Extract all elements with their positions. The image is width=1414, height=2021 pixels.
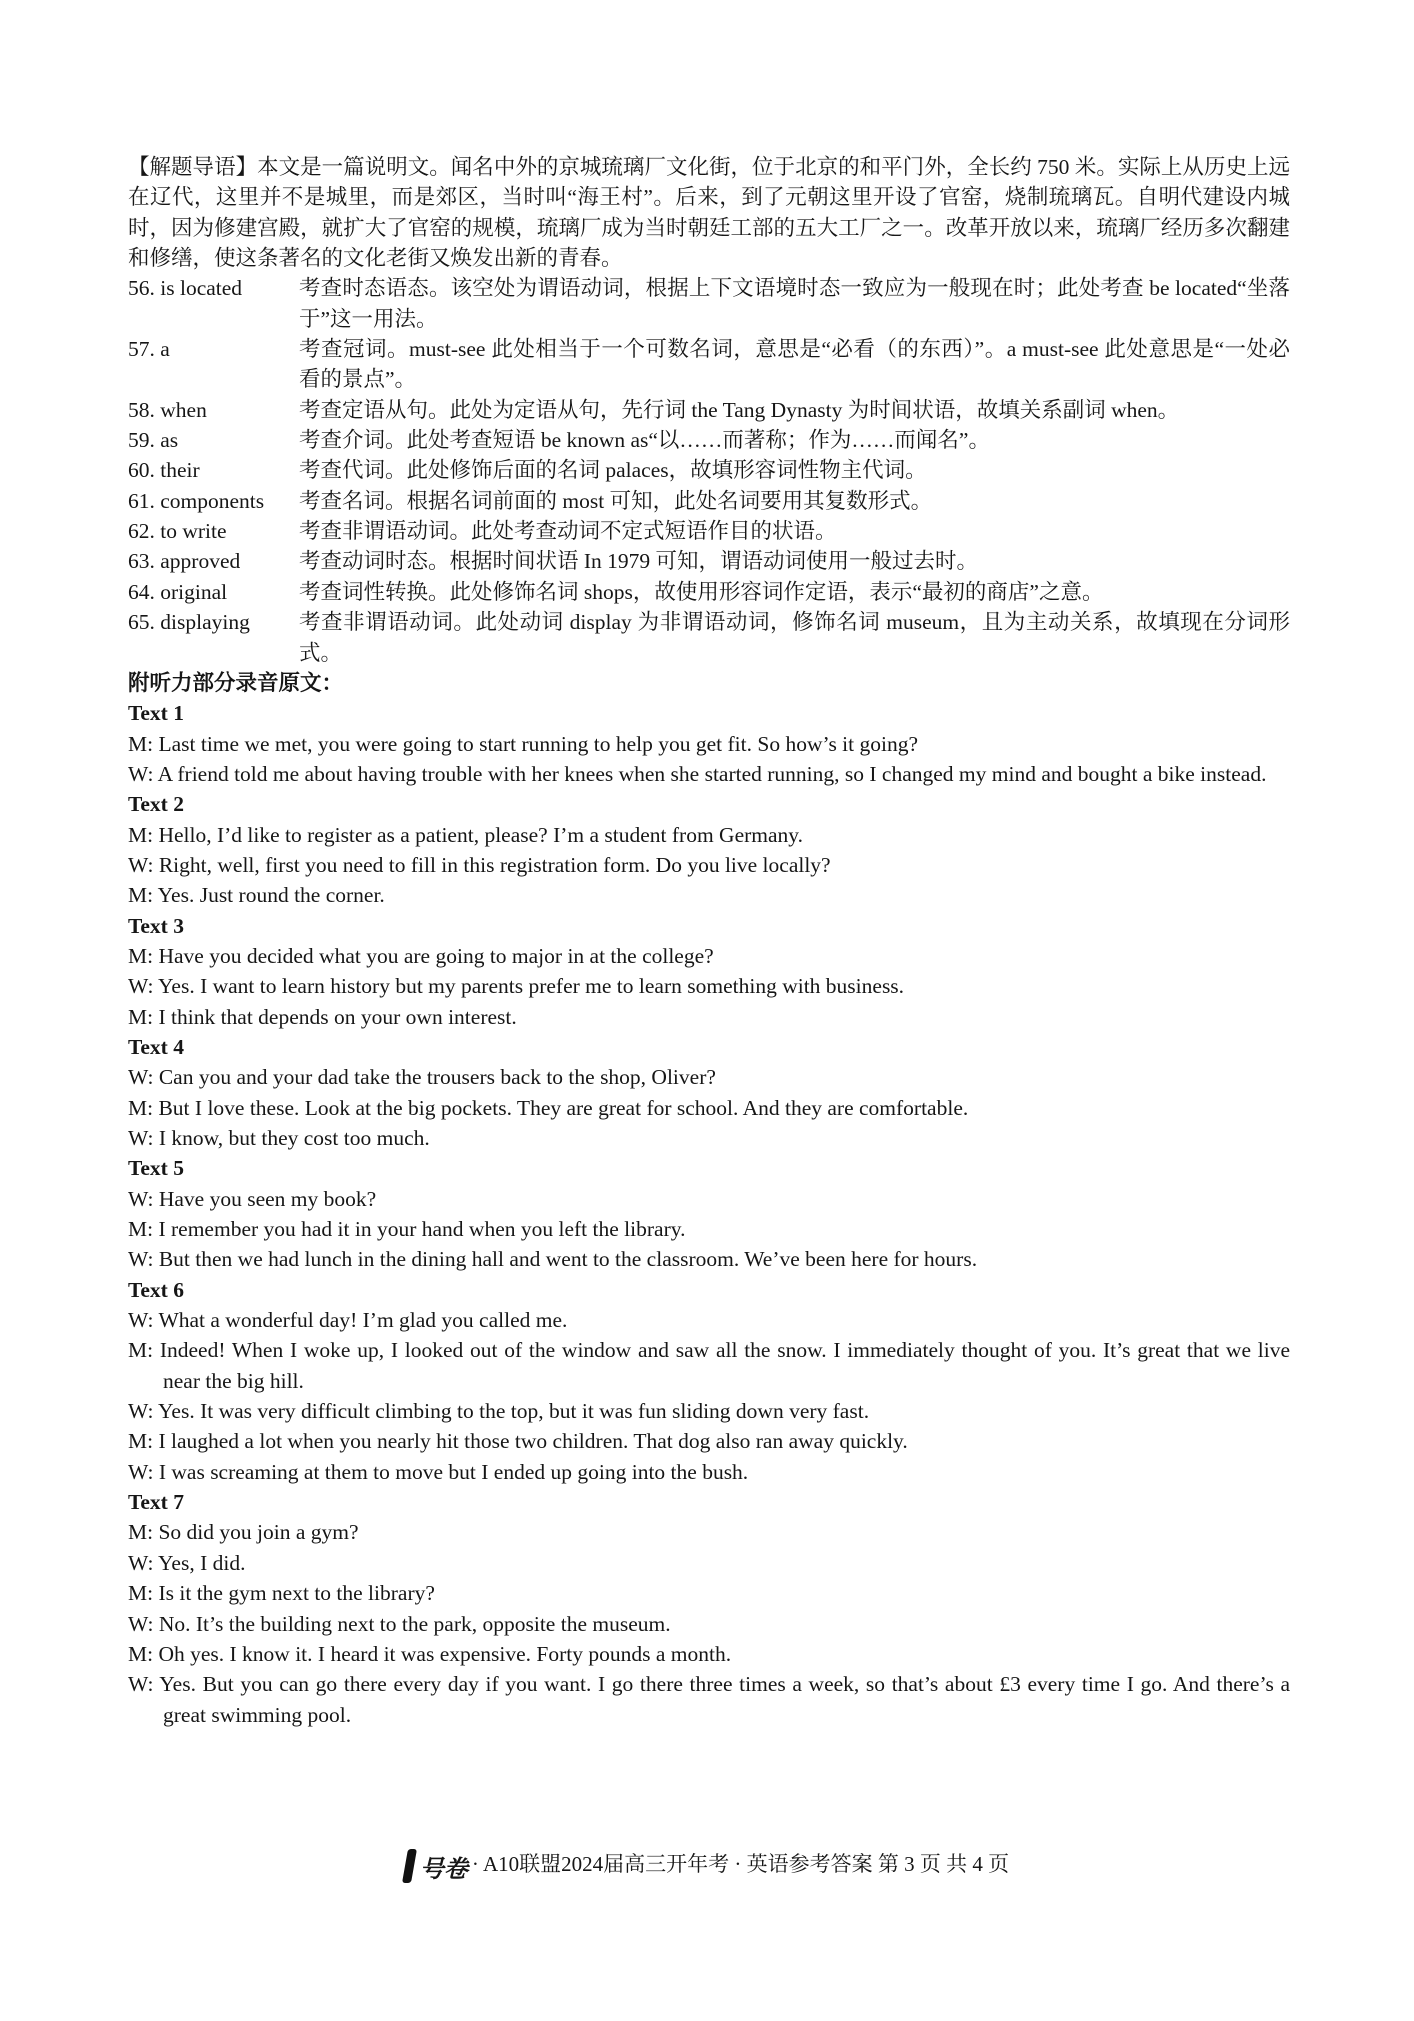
document-body bbox=[128, 152, 1290, 1730]
dialogue-line: M: Last time we met, you were going to start running to help you get fit. So how’s it going? bbox=[128, 731, 919, 756]
dialogue-line: W: Yes. But you can go there every day if you want. I go there three times a week, so that’s about £3 every time I go. And there’s a great swimming pool. bbox=[128, 1672, 1290, 1727]
brand-logo bbox=[405, 1849, 468, 1884]
answer-item bbox=[128, 516, 1290, 546]
answer-item bbox=[128, 607, 1290, 668]
answer-item bbox=[128, 395, 1290, 425]
text-title: Text 3 bbox=[128, 913, 184, 938]
answer-list bbox=[128, 273, 1290, 667]
answer-number: 65. displaying bbox=[128, 610, 250, 635]
answer-item bbox=[128, 577, 1290, 607]
page-footer bbox=[0, 1848, 1414, 1884]
dialogue-line: W: What a wonderful day! I’m glad you called me. bbox=[128, 1308, 568, 1333]
answer-item bbox=[128, 455, 1290, 485]
answer-number: 56. is located bbox=[128, 276, 243, 301]
answer-explanation: 考查时态语态。该空处为谓语动词，根据上下文语境时态一致应为一般现在时；此处考查 be located“坐落于”这一用法。 bbox=[299, 276, 1290, 331]
listening-heading: 附听力部分录音原文： bbox=[128, 670, 344, 695]
dialogue-line: W: But then we had lunch in the dining hall and went to the classroom. We’ve been here for hours. bbox=[128, 1247, 978, 1272]
dialogue-line: M: Indeed! When I woke up, I looked out of the window and saw all the snow. I immediately thought of you. It’s great that we live near the big hill. bbox=[128, 1338, 1290, 1393]
dialogue-line: W: I know, but they cost too much. bbox=[128, 1126, 430, 1150]
intro-paragraph: 【解题导语】本文是一篇说明文。闻名中外的京城琉璃厂文化街，位于北京的和平门外，全长约 750 米。实际上从历史上远在辽代，这里并不是城里，而是郊区，当时叫“海王村”。后来，到了元朝这里开设了官窑，烧制琉璃瓦。自明代建设内城时，因为修建宫殿，就扩大了官窑的规模，琉璃厂成为当时朝廷工部的五大工厂之一。改革开放以来，琉璃厂经历多次翻建和修缮，使这条著名的文化老街又焕发出新的青春。 bbox=[128, 155, 1290, 271]
answer-item bbox=[128, 425, 1290, 455]
answer-number: 64. original bbox=[128, 579, 228, 604]
dialogue-line: W: No. It’s the building next to the park, opposite the museum. bbox=[128, 1611, 671, 1636]
answer-number: 57. a bbox=[128, 337, 170, 362]
text-title: Text 4 bbox=[128, 1034, 184, 1059]
dialogue-line: W: Yes, I did. bbox=[128, 1550, 246, 1575]
dialogue-line: M: I remember you had it in your hand when you left the library. bbox=[128, 1217, 686, 1242]
dialogue-line: M: But I love these. Look at the big pockets. They are great for school. And they are comfortable. bbox=[128, 1095, 969, 1120]
dialogue-line: M: So did you join a gym? bbox=[128, 1520, 359, 1545]
dialogue-line: W: Can you and your dad take the trousers back to the shop, Oliver? bbox=[128, 1065, 716, 1090]
logo-text: 号卷 bbox=[419, 1856, 468, 1883]
answer-number: 58. when bbox=[128, 397, 207, 422]
answer-item bbox=[128, 486, 1290, 516]
answer-explanation: 考查非谓语动词。此处考查动词不定式短语作目的状语。 bbox=[299, 519, 837, 544]
text-title: Text 7 bbox=[128, 1490, 184, 1515]
dialogue-line: W: Have you seen my book? bbox=[128, 1186, 377, 1211]
dialogue-line: W: A friend told me about having trouble with her knees when she started running, so I changed my mind and bought a bike instead. bbox=[128, 761, 1267, 786]
dialogue-line: M: Yes. Just round the corner. bbox=[128, 883, 385, 908]
brush-stroke-icon bbox=[402, 1849, 417, 1883]
answer-item bbox=[128, 334, 1290, 395]
answer-number: 60. their bbox=[128, 458, 200, 483]
dialogue-line: W: Yes. I want to learn history but my parents prefer me to learn something with business. bbox=[128, 974, 905, 999]
answer-number: 62. to write bbox=[128, 519, 227, 544]
dialogue-line: M: I laughed a lot when you nearly hit those two children. That dog also ran away quickly. bbox=[128, 1429, 908, 1454]
answer-item bbox=[128, 273, 1290, 334]
text-title: Text 1 bbox=[128, 701, 184, 726]
answer-item bbox=[128, 546, 1290, 576]
dialogue-line: W: Yes. It was very difficult climbing to the top, but it was fun sliding down very fast. bbox=[128, 1399, 870, 1424]
text-title: Text 5 bbox=[128, 1156, 184, 1181]
answer-explanation: 考查词性转换。此处修饰名词 shops，故使用形容词作定语，表示“最初的商店”之意。 bbox=[299, 579, 1104, 604]
answer-explanation: 考查介词。此处考查短语 be known as“以……而著称；作为……而闻名”。 bbox=[299, 428, 990, 453]
text-title: Text 6 bbox=[128, 1277, 184, 1302]
dialogue-line: M: Hello, I’d like to register as a patient, please? I’m a student from Germany. bbox=[128, 822, 804, 847]
answer-explanation: 考查非谓语动词。此处动词 display 为非谓语动词，修饰名词 museum，且为主动关系，故填现在分词形式。 bbox=[299, 610, 1290, 665]
text-title: Text 2 bbox=[128, 792, 184, 817]
answer-number: 61. components bbox=[128, 488, 265, 513]
dialogue-line: M: I think that depends on your own interest. bbox=[128, 1004, 517, 1029]
listening-transcripts bbox=[128, 698, 1290, 1730]
answer-explanation: 考查动词时态。根据时间状语 In 1979 可知，谓语动词使用一般过去时。 bbox=[299, 549, 979, 574]
dialogue-line: M: Oh yes. I know it. I heard it was expensive. Forty pounds a month. bbox=[128, 1641, 732, 1666]
answer-explanation: 考查冠词。must-see 此处相当于一个可数名词，意思是“必看（的东西）”。a must-see 此处意思是“一处必看的景点”。 bbox=[299, 337, 1290, 392]
answer-explanation: 考查代词。此处修饰后面的名词 palaces，故填形容词性物主代词。 bbox=[299, 458, 927, 483]
dialogue-line: W: Right, well, first you need to fill in this registration form. Do you live locally? bbox=[128, 852, 831, 877]
dialogue-line: M: Have you decided what you are going to major in at the college? bbox=[128, 943, 714, 968]
dialogue-line: W: I was screaming at them to move but I ended up going into the bush. bbox=[128, 1459, 749, 1484]
footer-text: · A10联盟2024届高三开年考 · 英语参考答案 第 3 页 共 4 页 bbox=[471, 1852, 1010, 1876]
answer-number: 59. as bbox=[128, 428, 179, 453]
answer-number: 63. approved bbox=[128, 549, 241, 574]
answer-explanation: 考查名词。根据名词前面的 most 可知，此处名词要用其复数形式。 bbox=[299, 488, 933, 513]
dialogue-line: M: Is it the gym next to the library? bbox=[128, 1581, 435, 1606]
answer-explanation: 考查定语从句。此处为定语从句，先行词 the Tang Dynasty 为时间状语，故填关系副词 when。 bbox=[299, 397, 1180, 422]
